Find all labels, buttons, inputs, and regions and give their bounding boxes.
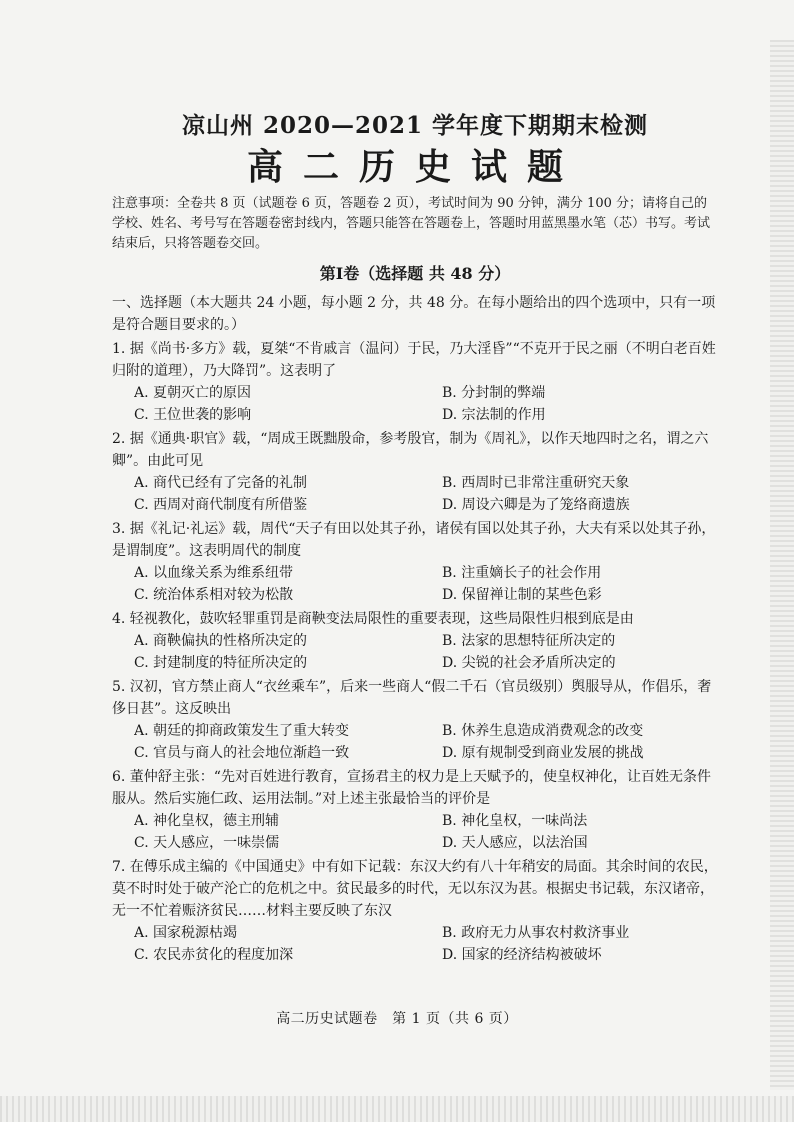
question-5	[112, 676, 718, 764]
option-d: D. 保留禅让制的某些色彩	[442, 587, 602, 603]
option-d: D. 原有规制受到商业发展的挑战	[442, 745, 644, 761]
option-a: A. 以血缘关系为维系纽带	[134, 565, 294, 581]
section-title: 第Ⅰ卷（选择题 共 48 分）	[319, 264, 511, 283]
question-options	[112, 472, 718, 516]
option-b: B. 西周时已非常注重研究天象	[442, 475, 630, 491]
option-a: A. 夏朝灭亡的原因	[134, 385, 252, 401]
section-instructions: 一、选择题（本大题共 24 小题，每小题 2 分，共 48 分。在每小题给出的四个选项中，只有一项是符合题目要求的。）	[112, 295, 716, 333]
question-options	[112, 382, 718, 426]
question-options	[112, 720, 718, 764]
question-stem: 5. 汉初，官方禁止商人“衣丝乘车”，后来一些商人“假二千石（官员级别）舆服导从，作倡乐，奢侈日甚”。这反映出	[112, 679, 712, 717]
option-a: A. 国家税源枯竭	[134, 925, 238, 941]
scan-bottom-noise	[0, 1096, 794, 1122]
question-1	[112, 338, 718, 426]
option-d: D. 天人感应，以法治国	[442, 835, 588, 851]
option-b: B. 休养生息造成消费观念的改变	[442, 723, 644, 739]
option-b: B. 分封制的弊端	[442, 385, 546, 401]
option-c: C. 封建制度的特征所决定的	[134, 655, 308, 671]
question-stem: 6. 董仲舒主张：“先对百姓进行教育，宣扬君主的权力是上天赋予的，使皇权神化，让百姓无条件服从。然后实施仁政、运用法制。”对上述主张最恰当的评价是	[112, 769, 711, 807]
option-c: C. 官员与商人的社会地位渐趋一致	[134, 745, 350, 761]
page-footer: 高二历史试题卷 第 1 页（共 6 页）	[276, 1011, 518, 1027]
question-list	[112, 338, 718, 966]
option-c: C. 王位世袭的影响	[134, 407, 252, 423]
exam-subject-title: 高二历史试题	[246, 146, 583, 188]
question-stem: 1. 据《尚书·多方》载，夏桀“不肯戚言（温问）于民，乃大淫昏”“不克开于民之丽（不明白老百姓归附的道理），乃大降罚”。这表明了	[112, 341, 716, 379]
question-3	[112, 518, 718, 606]
option-c: C. 西周对商代制度有所借鉴	[134, 497, 308, 513]
option-b: B. 法家的思想特征所决定的	[442, 633, 616, 649]
question-2	[112, 428, 718, 516]
option-a: A. 神化皇权，德主刑辅	[134, 813, 280, 829]
question-7	[112, 856, 718, 966]
option-c: C. 农民赤贫化的程度加深	[134, 947, 294, 963]
question-stem: 7. 在傅乐成主编的《中国通史》中有如下记载：东汉大约有八十年稍安的局面。其余时间的农民，莫不时时处于破产沦亡的危机之中。贫民最多的时代，无以东汉为甚。根据史书记载，东汉诸帝，无一不忙着赈济贫民……材料主要反映了东汉	[112, 859, 718, 919]
option-d: D. 尖锐的社会矛盾所决定的	[442, 655, 616, 671]
option-a: A. 商代已经有了完备的礼制	[134, 475, 308, 491]
option-c: C. 天人感应，一味崇儒	[134, 835, 280, 851]
option-a: A. 商鞅偏执的性格所决定的	[134, 633, 308, 649]
question-6	[112, 766, 718, 854]
option-c: C. 统治体系相对较为松散	[134, 587, 294, 603]
option-a: A. 朝廷的抑商政策发生了重大转变	[134, 723, 350, 739]
exam-notice: 注意事项：全卷共 8 页（试题卷 6 页，答题卷 2 页），考试时间为 90 分钟，满分 100 分；请将自己的学校、姓名、考号写在答题卷密封线内，答题只能答在答题卷上，答题时用蓝黑墨水笔（芯）书写。考试结束后，只将答题卷交回。	[112, 196, 711, 251]
question-options	[112, 562, 718, 606]
scan-edge-noise	[770, 40, 794, 1090]
option-b: B. 注重嫡长子的社会作用	[442, 565, 602, 581]
question-options	[112, 922, 718, 966]
question-stem: 4. 轻视教化，鼓吹轻罪重罚是商鞅变法局限性的重要表现，这些局限性归根到底是由	[112, 611, 634, 627]
question-stem: 2. 据《通典·职官》载，“周成王既黜殷命，参考殷官，制为《周礼》，以作天地四时之名，谓之六卿”。由此可见	[112, 431, 709, 469]
question-4	[112, 608, 718, 674]
question-options	[112, 630, 718, 674]
exam-title: 凉山州 2020—2021 学年度下期期末检测	[181, 112, 649, 139]
option-b: B. 神化皇权，一味尚法	[442, 813, 588, 829]
option-d: D. 宗法制的作用	[442, 407, 546, 423]
question-stem: 3. 据《礼记·礼运》载，周代“天子有田以处其子孙，诸侯有国以处其子孙，大夫有采以处其子孙，是谓制度”。这表明周代的制度	[112, 521, 716, 559]
option-d: D. 国家的经济结构被破坏	[442, 947, 602, 963]
page-content	[112, 104, 718, 966]
question-options	[112, 810, 718, 854]
option-d: D. 周设六卿是为了笼络商遗族	[442, 497, 630, 513]
option-b: B. 政府无力从事农村救济事业	[442, 925, 630, 941]
